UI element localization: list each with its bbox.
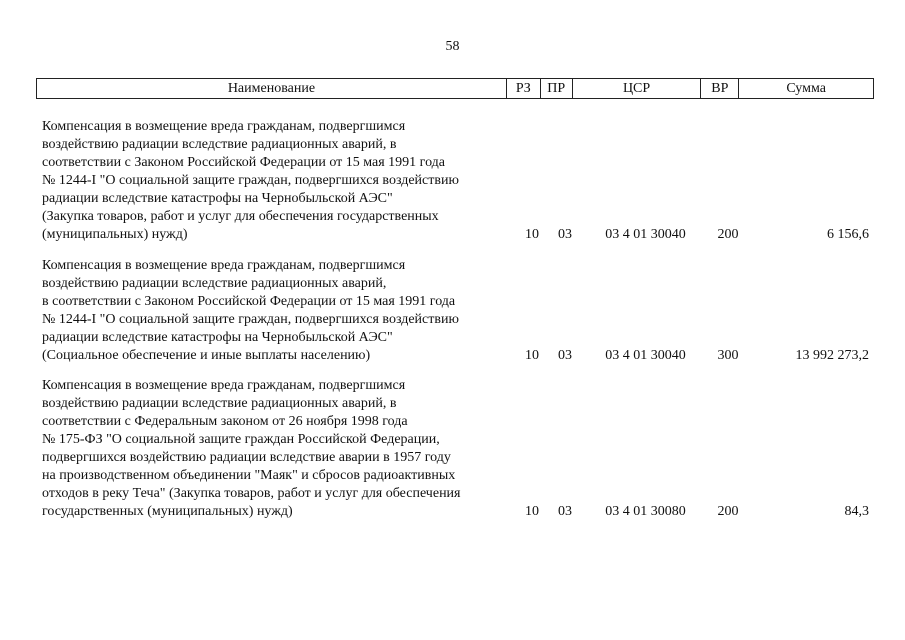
header-csr: ЦСР	[573, 79, 702, 98]
row-csr: 03 4 01 30040	[605, 348, 686, 363]
row-csr: 03 4 01 30040	[605, 227, 686, 242]
header-pr: ПР	[541, 79, 573, 98]
row-description: Компенсация в возмещение вреда гражданам, подвергшимся воздействию радиации вследствие радиационных аварий, в соответствии с Законом Российской Федерации от 15 мая 1991 года № 1244-I "О социальной защите граждан, подвергшихся воздействию радиации вследствие катастрофы на Чернобыльской АЭС" (Социальное обеспечение и иные выплаты населению)	[42, 258, 459, 363]
row-sum: 6 156,6	[827, 227, 869, 242]
row-sum: 84,3	[844, 504, 869, 519]
row-vr: 200	[717, 504, 739, 519]
row-vr: 300	[717, 348, 739, 363]
row-pr: 03	[558, 504, 572, 519]
table-row	[42, 257, 874, 365]
row-description: Компенсация в возмещение вреда гражданам, подвергшимся воздействию радиации вследствие радиационных аварий, в соответствии с Законом Российской Федерации от 15 мая 1991 года № 1244-I "О социальной защите граждан, подвергшихся воздействию радиации вследствие катастрофы на Чернобыльской АЭС" (Закупка товаров, работ и услуг для обеспечения государственных (муниципальных) нужд)	[42, 119, 459, 242]
header-vr: ВР	[701, 79, 739, 98]
row-rz: 10	[525, 504, 539, 519]
row-pr: 03	[558, 227, 572, 242]
header-sum: Сумма	[786, 80, 826, 96]
header-name: Наименование	[37, 79, 507, 98]
row-csr: 03 4 01 30080	[605, 504, 686, 519]
table-row	[42, 118, 874, 244]
table-row	[42, 377, 874, 521]
row-description: Компенсация в возмещение вреда гражданам, подвергшимся воздействию радиации вследствие радиационных аварий, в соответствии с Федеральным законом от 26 ноября 1998 года № 175-ФЗ "О социальной защите граждан Российской Федерации, подвергшихся воздействию радиации вследствие аварии в 1957 году на производственном объединении "Маяк" и сбросов радиоактивных отходов в реку Теча" (Закупка товаров, работ и услуг для обеспечения государственных (муниципальных) нужд)	[42, 378, 461, 519]
row-vr: 200	[717, 227, 739, 242]
row-rz: 10	[525, 227, 539, 242]
row-pr: 03	[558, 348, 572, 363]
row-sum: 13 992 273,2	[795, 348, 869, 363]
page-number: 58	[445, 39, 460, 54]
row-rz: 10	[525, 348, 539, 363]
table-header	[36, 78, 874, 99]
header-rz: РЗ	[507, 79, 541, 98]
